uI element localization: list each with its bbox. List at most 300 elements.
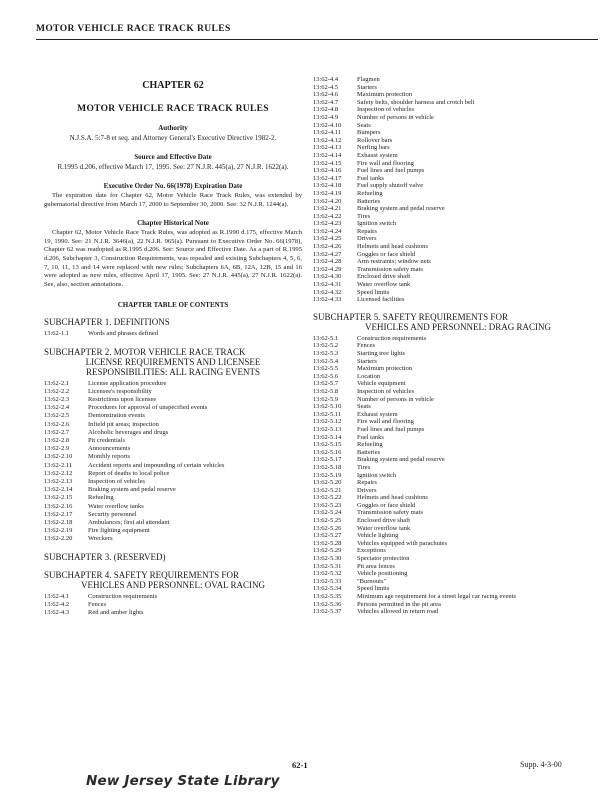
toc-entry [313, 213, 603, 221]
toc-entry [313, 380, 603, 388]
toc-entry [313, 441, 603, 449]
section-number: 13:62-4.8 [313, 106, 339, 114]
toc-entry [313, 167, 603, 175]
section-number: 13:62-5.16 [313, 448, 342, 456]
toc-entry [313, 296, 603, 304]
section-number: 13:62-5.9 [313, 395, 339, 403]
section-number: 13:62-5.7 [313, 380, 339, 388]
toc-entry [313, 266, 603, 274]
toc-entry [313, 335, 603, 343]
supplement-date: Supp. 4-3-00 [520, 760, 562, 769]
section-number: 13:62-5.26 [313, 524, 342, 532]
section-title: Water overflow tank [357, 281, 411, 289]
section-number: 13:62-1.1 [44, 330, 70, 338]
section-title: Rollover bars [357, 136, 393, 144]
toc-entry [313, 593, 603, 601]
section-number: 13:62-2.1 [44, 379, 70, 387]
section-number: 13:62-2.13 [44, 477, 73, 485]
section-title: Enclosed drive shaft [357, 273, 411, 281]
subchapter-2-title: SUBCHAPTER 2. MOTOR VEHICLE RACE TRACK [44, 346, 246, 357]
toc-entry [313, 464, 603, 472]
section-title: Accident reports and impounding of certain vehicles [88, 461, 225, 469]
toc-entry [313, 228, 603, 236]
toc-entry [313, 273, 603, 281]
section-title: Enclosed drive shaft [357, 517, 411, 525]
section-number: 13:62-4.22 [313, 212, 342, 220]
toc-entry [313, 532, 603, 540]
section-number: 13:62-4.27 [313, 250, 342, 258]
toc-entry [44, 503, 302, 511]
section-title: Vehicles equipped with parachutes [357, 539, 448, 547]
toc-entry [44, 396, 302, 404]
section-number: 13:62-2.18 [44, 519, 73, 526]
section-title: Restrictions upon licensee [88, 395, 157, 403]
section-title: Flagmen [357, 76, 380, 83]
toc-entry [313, 152, 603, 160]
toc-entry [44, 429, 302, 437]
section-number: 13:62-5.35 [313, 593, 342, 600]
toc-entry [44, 388, 302, 396]
section-number: 13:62-4.12 [313, 136, 342, 144]
section-title: Number of persons in vehicle [357, 113, 434, 121]
section-number: 13:62-5.23 [313, 501, 342, 509]
toc-entry [44, 486, 302, 494]
section-number: 13:62-4.16 [313, 167, 342, 175]
section-title: Fuel lines and fuel pumps [357, 167, 425, 175]
section-number: 13:62-5.30 [313, 555, 342, 563]
section-title: Batteries [357, 448, 381, 456]
section-title: Water overflow tank [357, 524, 411, 532]
section-title: Construction requirements [88, 592, 158, 600]
section-title: Fuel supply shutoff valve [357, 182, 424, 190]
toc-entry [313, 350, 603, 358]
section-number: 13:62-2.4 [44, 404, 70, 412]
page-number: 62-1 [292, 760, 308, 770]
section-number: 13:62-5.11 [313, 410, 342, 418]
section-number: 13:62-4.2 [44, 600, 70, 608]
section-title: Arm restraints; window nets [357, 258, 431, 266]
toc-entry [313, 114, 603, 122]
section-number: 13:62-5.5 [313, 365, 339, 373]
section-number: 13:62-5.33 [313, 577, 342, 585]
section-title: Maximum protection [357, 91, 413, 99]
toc-entry [313, 84, 603, 92]
subchapter-3-title: SUBCHAPTER 3. (RESERVED) [44, 551, 166, 562]
section-title: Seats [357, 121, 371, 129]
authority-text: N.J.S.A. 5:7-8 et seq. and Attorney General's Executive Directive 1982-2. [69, 134, 277, 142]
toc-entry [313, 570, 603, 578]
toc-entry [313, 365, 603, 373]
subchapter-1-title: SUBCHAPTER 1. DEFINITIONS [44, 317, 170, 328]
eo-heading: Executive Order No. 66(1978) Expiration Date [103, 182, 243, 190]
toc-entry [313, 137, 603, 145]
toc-entry [313, 411, 603, 419]
section-title: Ignition switch [357, 220, 397, 228]
header-rule [36, 39, 598, 40]
toc-entry [44, 470, 302, 478]
section-title: Procedures for approval of unspecified events [88, 404, 208, 412]
section-number: 13:62-5.4 [313, 357, 339, 365]
section-number: 13:62-4.30 [313, 273, 342, 281]
section-number: 13:62-5.34 [313, 585, 342, 593]
left-column [44, 80, 302, 617]
toc-entry [313, 190, 603, 198]
section-title: Licensee's responsibility [88, 387, 152, 395]
section-title: Safety belts, shoulder harness and crotch belt [357, 98, 475, 106]
toc-entry [313, 525, 603, 533]
section-number: 13:62-4.14 [313, 151, 342, 159]
section-title: Drivers [357, 235, 377, 243]
section-number: 13:62-4.6 [313, 91, 339, 99]
toc-entry [313, 144, 603, 152]
section-title: Vehicle equipment [357, 380, 406, 388]
toc-entry [313, 418, 603, 426]
toc-entry [313, 175, 603, 183]
toc-entry [313, 76, 603, 84]
subchapter-2-list [44, 380, 302, 544]
section-number: 13:62-2.16 [44, 502, 73, 510]
subchapter-5-list [313, 335, 603, 616]
section-number: 13:62-5.14 [313, 433, 342, 441]
section-title: Repairs [357, 479, 377, 487]
subchapter-4-list-left [44, 593, 302, 618]
section-number: 13:62-5.37 [313, 608, 342, 616]
subchapter-4-title-line2: VEHICLES AND PERSONNEL: OVAL RACING [80, 579, 265, 590]
section-title: Red and amber lights [88, 609, 144, 617]
section-title: Goggles or face shield [357, 501, 416, 509]
section-number: 13:62-4.20 [313, 197, 342, 205]
toc-entry [313, 608, 603, 616]
section-number: 13:62-5.27 [313, 532, 342, 540]
section-number: 13:62-2.7 [44, 428, 70, 436]
toc-entry [313, 99, 603, 107]
authority-heading: Authority [158, 124, 188, 132]
section-title: Fuel tanks [357, 174, 384, 182]
toc-entry [44, 609, 302, 617]
section-title: Words and phrases defined [88, 330, 159, 338]
toc-entry [313, 289, 603, 297]
section-title: Bumpers [357, 129, 381, 137]
section-title: Fuel lines and fuel pumps [357, 425, 425, 433]
section-title: Refueling [357, 441, 383, 449]
toc-entry [313, 258, 603, 266]
section-number: 13:62-2.2 [44, 387, 70, 395]
section-number: 13:62-4.21 [313, 205, 342, 213]
section-title: Braking system and pedal reserve [357, 205, 445, 213]
section-number: 13:62-5.21 [313, 486, 342, 494]
section-number: 13:62-5.8 [313, 387, 339, 395]
section-title: Starters [357, 357, 377, 365]
section-number: 13:62-5.10 [313, 403, 342, 411]
section-number: 13:62-4.18 [313, 182, 342, 190]
toc-entry [313, 426, 603, 434]
chapter-number: CHAPTER 62 [142, 80, 204, 91]
toc-entry [44, 412, 302, 420]
toc-entry [44, 511, 302, 519]
toc-entry [313, 472, 603, 480]
toc-entry [313, 160, 603, 168]
section-number: 13:62-4.25 [313, 235, 342, 243]
toc-entry [44, 494, 302, 502]
section-number: 13:62-5.15 [313, 441, 342, 449]
section-number: 13:62-4.1 [44, 592, 70, 600]
section-number: 13:62-4.28 [313, 258, 342, 266]
toc-entry [313, 449, 603, 457]
section-title: Braking system and pedal reserve [88, 486, 176, 494]
toc-entry [313, 251, 603, 259]
toc-entry [44, 593, 302, 601]
section-title: Number of persons in vehicle [357, 395, 434, 403]
section-number: 13:62-5.6 [313, 372, 339, 380]
section-title: Fuel tanks [357, 433, 384, 441]
section-number: 13:62-5.29 [313, 547, 342, 555]
toc-entry [44, 527, 302, 535]
toc-entry [313, 517, 603, 525]
section-title: Vehicles allowed in return road [357, 608, 439, 616]
section-title: Licensed facilities [357, 296, 405, 304]
section-title: Speed limits [357, 288, 390, 296]
section-title: Water overflow tanks [88, 502, 144, 510]
section-number: 13:62-4.10 [313, 121, 342, 129]
section-title: Transmission safety mats [357, 509, 423, 517]
toc-entry [313, 205, 603, 213]
section-title: Helmets and head cushions [357, 243, 428, 251]
section-number: 13:62-4.11 [313, 129, 342, 137]
toc-entry [313, 106, 603, 114]
section-title: Exhaust system [357, 151, 398, 159]
toc-entry [44, 421, 302, 429]
section-title: Helmets and head cushions [357, 494, 428, 502]
section-title: Spectator protection [357, 555, 410, 563]
toc-entry [313, 563, 603, 571]
section-title: Vehicle lighting [357, 532, 399, 540]
section-title: Braking system and pedal reserve [357, 456, 445, 464]
section-title: Exhaust system [357, 410, 398, 418]
library-stamp: New Jersey State Library [86, 773, 280, 789]
toc-entry [44, 330, 302, 338]
right-column [313, 76, 603, 616]
toc-entry [44, 437, 302, 445]
subchapter-2-title-line2: LICENSE REQUIREMENTS AND LICENSEE [85, 356, 261, 367]
section-number: 13:62-5.22 [313, 494, 342, 502]
toc-entry [313, 281, 603, 289]
section-number: 13:62-5.18 [313, 463, 342, 471]
section-title: Batteries [357, 197, 381, 205]
section-title: Infield pit areas; inspection [88, 420, 159, 428]
section-number: 13:62-5.1 [313, 334, 339, 342]
section-number: 13:62-2.20 [44, 535, 73, 543]
section-number: 13:62-2.5 [44, 412, 70, 420]
section-title: Monthly reports [88, 453, 131, 461]
section-title: Repairs [357, 227, 377, 235]
subchapter-4-list-right [313, 76, 603, 304]
section-number: 13:62-4.26 [313, 243, 342, 251]
section-number: 13:62-4.29 [313, 265, 342, 273]
section-title: Refueling [357, 189, 383, 197]
toc-entry [44, 601, 302, 609]
section-number: 13:62-2.9 [44, 445, 70, 453]
toc-entry [313, 396, 603, 404]
section-number: 13:62-4.19 [313, 189, 342, 197]
toc-entry [313, 547, 603, 555]
section-title: Construction requirements [357, 334, 427, 342]
subchapter-4-title: SUBCHAPTER 4. SAFETY REQUIREMENTS FOR [44, 569, 239, 580]
toc-entry [313, 122, 603, 130]
section-number: 13:62-5.19 [313, 471, 342, 479]
toc-entry [313, 578, 603, 586]
section-title: Report of deaths to local police [88, 469, 170, 477]
section-number: 13:62-5.12 [313, 418, 342, 426]
toc-entry [313, 540, 603, 548]
toc-entry [44, 453, 302, 461]
section-number: 13:62-2.11 [44, 461, 73, 469]
section-number: 13:62-4.5 [313, 83, 339, 91]
toc-entry [313, 91, 603, 99]
section-title: License application procedure [88, 379, 167, 387]
section-number: 13:62-4.4 [313, 76, 339, 83]
section-number: 13:62-4.13 [313, 144, 342, 152]
section-title: Pit area fences [357, 562, 395, 570]
toc-entry [313, 555, 603, 563]
eo-text: The expiration date for Chapter 62, Motor Vehicle Race Track Rules, was extended by gubernatorial directive from March 17, 2000 to September 30, 2000. See: 32 N.J.R. 1244(a). [44, 192, 302, 208]
section-title: Fire wall and flooring [357, 159, 414, 167]
history-text: Chapter 62, Motor Vehicle Race Track Rules, was adopted as R.1990 d.175, effective March 19, 1990. See: 21 N.J.R. 3646(a), 22 N.J.R. 965(a). Pursuant to Executive Order No. 66(1978), Chapter 62 was readopted as R.1995 d.206. See: Source and Effective Date. As a part of R.1995 d.206, Subchapter 3, Construction Requirements, was repealed and existing Subchapters 4, 5, 6, 7, 10, 11, 13 and 14 were replaced with new rules; Subchapters 6A, 6B, 12A, 12B, 15 and 16 were adopted as new rules, effective April 17, 1995. See: 27 N.J.R. 445(a), 27 N.J.R. 1622(a). See, also, section annotations. [44, 229, 302, 288]
subchapter-5-title: SUBCHAPTER 5. SAFETY REQUIREMENTS FOR [313, 311, 508, 322]
section-title: Fire fighting equipment [88, 527, 150, 535]
section-title: Inspection of vehicles [357, 387, 415, 395]
section-title: Announcements [88, 445, 131, 453]
section-number: 13:62-2.17 [44, 510, 73, 518]
section-title: "Burnouts" [357, 577, 387, 585]
toc-entry [313, 235, 603, 243]
section-title: Tires [357, 212, 371, 220]
toc-entry [313, 601, 603, 609]
toc-entry [313, 220, 603, 228]
section-number: 13:62-4.31 [313, 281, 342, 289]
toc-entry [313, 198, 603, 206]
section-number: 13:62-5.3 [313, 350, 339, 357]
section-title: Pit credentials [88, 436, 126, 444]
section-title: Tires [357, 463, 371, 471]
toc-entry [44, 404, 302, 412]
section-title: Exceptions [357, 547, 386, 555]
section-number: 13:62-5.24 [313, 509, 342, 517]
toc-entry [313, 456, 603, 464]
section-number: 13:62-5.13 [313, 425, 342, 433]
toc-entry [313, 585, 603, 593]
section-title: Maximum protection [357, 365, 413, 373]
section-title: Location [357, 372, 381, 380]
section-title: Goggles or face shield [357, 250, 416, 258]
subchapter-2-title-line3: RESPONSIBILITIES: ALL RACING EVENTS [86, 366, 260, 377]
section-number: 13:62-4.32 [313, 288, 342, 296]
section-title: Fire wall and flooring [357, 418, 414, 426]
section-number: 13:62-5.2 [313, 342, 339, 350]
subchapter-5-title-line2: VEHICLES AND PERSONNEL: DRAG RACING [364, 321, 551, 332]
section-title: Security personnel [88, 510, 137, 518]
toc-entry [44, 462, 302, 470]
section-title: Speed limits [357, 585, 390, 593]
history-heading: Chapter Historical Note [137, 219, 209, 228]
section-number: 13:62-2.19 [44, 527, 73, 535]
section-title: Refueling [88, 494, 114, 502]
section-number: 13:62-4.17 [313, 174, 342, 182]
section-title: Starters [357, 83, 377, 91]
toc-entry [44, 445, 302, 453]
section-number: 13:62-5.17 [313, 456, 342, 464]
section-number: 13:62-2.10 [44, 453, 73, 461]
section-number: 13:62-4.24 [313, 227, 342, 235]
toc-entry [313, 494, 603, 502]
section-number: 13:62-2.6 [44, 420, 70, 428]
section-number: 13:62-2.15 [44, 494, 73, 502]
toc-entry [313, 509, 603, 517]
toc-entry [313, 129, 603, 137]
toc-entry [313, 487, 603, 495]
section-number: 13:62-5.32 [313, 570, 342, 578]
section-title: Ambulances; first aid attendant [88, 519, 170, 526]
section-title: Ignition switch [357, 471, 397, 479]
section-title: Transmission safety mats [357, 265, 423, 273]
toc-entry [313, 182, 603, 190]
section-title: Seats [357, 403, 371, 411]
section-number: 13:62-4.33 [313, 296, 342, 304]
section-number: 13:62-5.31 [313, 562, 342, 570]
section-title: Starting tree lights [357, 350, 406, 357]
section-title: Persons permitted in the pit area [357, 600, 441, 608]
section-number: 13:62-2.14 [44, 486, 73, 494]
toc-heading: CHAPTER TABLE OF CONTENTS [117, 301, 229, 310]
section-title: Drivers [357, 486, 377, 494]
section-title: Nerfing bars [357, 144, 390, 152]
toc-entry [313, 502, 603, 510]
section-title: Inspection of vehicles [357, 106, 415, 114]
toc-entry [313, 243, 603, 251]
toc-entry [313, 373, 603, 381]
chapter-title: MOTOR VEHICLE RACE TRACK RULES [77, 104, 269, 114]
toc-entry [313, 434, 603, 442]
section-title: Wreckers [88, 535, 113, 543]
toc-entry [313, 358, 603, 366]
section-title: Alcoholic beverages and drugs [88, 428, 169, 436]
toc-entry [313, 388, 603, 396]
running-header: MOTOR VEHICLE RACE TRACK RULES [36, 24, 231, 34]
section-title: Demonstration events [88, 412, 145, 420]
toc-entry [313, 479, 603, 487]
toc-entry [44, 535, 302, 543]
source-heading: Source and Effective Date [134, 153, 212, 161]
section-number: 13:62-2.8 [44, 436, 70, 444]
section-number: 13:62-2.12 [44, 469, 73, 477]
toc-entry [44, 380, 302, 388]
section-number: 13:62-4.9 [313, 113, 339, 121]
subchapter-1-list [44, 330, 302, 338]
toc-entry [44, 519, 302, 527]
section-number: 13:62-5.20 [313, 479, 342, 487]
section-title: Fences [88, 600, 107, 608]
toc-entry [313, 403, 603, 411]
section-title: Inspection of vehicles [88, 477, 146, 485]
section-number: 13:62-4.15 [313, 159, 342, 167]
section-number: 13:62-4.7 [313, 98, 339, 106]
toc-entry [313, 342, 603, 350]
section-title: Fences [357, 342, 376, 350]
section-number: 13:62-4.3 [44, 609, 70, 617]
source-text: R.1995 d.206, effective March 17, 1995. See: 27 N.J.R. 445(a), 27 N.J.R. 1622(a). [57, 163, 289, 171]
section-number: 13:62-5.25 [313, 517, 342, 525]
section-number: 13:62-2.3 [44, 395, 70, 403]
section-title: Vehicle positioning [357, 570, 408, 578]
